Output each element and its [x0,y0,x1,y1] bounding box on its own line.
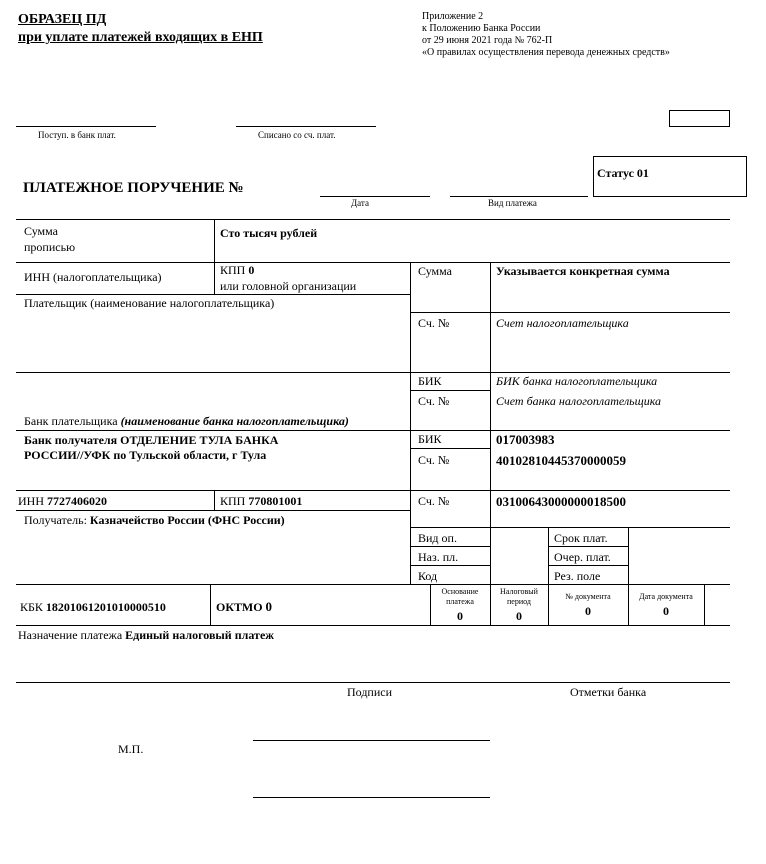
oktmo-value: 0 [265,599,273,614]
payee-kpp-value: 770801001 [248,494,303,508]
reserve-label: Рез. поле [554,569,601,583]
row-line-op-type-bottom [410,546,490,547]
payer-inn-label: ИНН (налогоплательщика) [24,270,162,284]
row-line-tax-fields-bottom [16,625,730,626]
appendix-line3: от 29 июня 2021 года № 762-П [422,35,553,46]
payee-inn-field[interactable] [18,494,107,509]
payee-name-label: Получатель: [24,513,87,527]
oktmo-label: ОКТМО [216,600,263,614]
col-line-payer-account-divider [490,312,491,372]
purpose-field[interactable] [18,628,274,643]
col-line-op-divider3 [628,527,629,584]
kbk-field[interactable] [20,600,166,615]
payer-kpp-note: или головной организации [220,279,357,293]
col-line-payee-inn-kpp [214,490,215,510]
payer-bank-name-value: (наименование банка налогоплательщика) [120,414,349,428]
row-line-term-bottom [548,546,628,547]
purpose-label: Назначение платежа [18,628,123,642]
order-title: ПЛАТЕЖНОЕ ПОРУЧЕНИЕ № [23,180,244,196]
payee-kpp-field[interactable] [220,494,302,509]
signature-line-2[interactable] [253,797,490,798]
payee-account-value[interactable]: 03100643000000018500 [496,494,626,509]
row-line-purpose-bottom [16,682,730,683]
row-line-amount-words-top [16,219,730,220]
row-line-purpose-code-bottom [410,565,490,566]
amount-words-label-2: прописью [24,240,76,254]
amount-words-label-1: Сумма [24,224,58,238]
payee-bank-bik-value[interactable]: 017003983 [496,432,555,447]
form-title-line1: ОБРАЗЕЦ ПД [18,12,107,27]
col-line-kbk-oktmo [210,584,211,625]
kbk-value: 18201061201010000510 [45,600,166,614]
period-value[interactable]: 0 [516,609,522,623]
payer-sum-label: Сумма [418,264,452,278]
row-line-operation-bottom [16,584,730,585]
payee-inn-value: 7727406020 [47,494,107,508]
amount-words-value[interactable]: Сто тысяч рублей [220,226,318,240]
payment-type-label: Вид платежа [488,198,537,208]
order-label: Очер. плат. [554,550,611,564]
received-date-line[interactable] [16,126,156,127]
payer-account-value[interactable]: Счет налогоплательщика [496,316,629,330]
bank-marks-label: Отметки банка [570,685,647,699]
payer-bank-bik-value[interactable]: БИК банка налогоплательщика [496,374,658,388]
doc-date-value[interactable]: 0 [663,604,669,618]
payer-kpp-value: 0 [248,263,255,277]
row-line-order-bottom [548,565,628,566]
oktmo-field[interactable] [216,599,272,615]
payer-account-label: Сч. № [418,316,450,330]
col-line-payer-bank-divider [490,372,491,430]
term-label: Срок плат. [554,531,608,545]
payee-bank-account-value[interactable]: 40102810445370000059 [496,453,626,468]
doc-no-value[interactable]: 0 [585,604,591,618]
code-label: Код [418,569,438,583]
payer-bank-field[interactable] [24,414,349,429]
col-line-payee-account-divider [490,490,491,527]
stamp-label: М.П. [118,742,144,756]
row-line-sum-bottom [410,312,730,313]
payee-inn-label: ИНН [18,494,44,508]
basis-label-2: платежа [446,597,474,606]
row-line-payee-bank-bottom [16,490,730,491]
payer-bank-label: Банк плательщика [24,414,118,428]
payer-sum-value[interactable]: Указывается конкретная сумма [496,264,670,278]
signature-line-1[interactable] [253,740,490,741]
payee-bank-account-label: Сч. № [418,453,450,467]
row-line-payer-bik-bottom [410,390,490,391]
doc-date-label: Дата документа [639,592,693,601]
signatures-label: Подписи [347,685,393,699]
doc-no-label: № документа [565,592,611,601]
received-label: Поступ. в банк плат. [38,130,116,140]
payer-kpp-field[interactable] [220,263,254,278]
col-line-main-divider [410,262,411,584]
col-line-payer-inn-kpp [214,262,215,294]
col-line-sum-divider [490,262,491,312]
col-line-op-divider1 [490,527,491,584]
appendix-line1: Приложение 2 [422,11,484,22]
form-title-line2: при уплате платежей входящих в ЕНП [18,30,263,45]
payee-kpp-label: КПП [220,494,246,508]
debited-label: Списано со сч. плат. [258,130,336,140]
date-line[interactable] [320,196,430,197]
payer-bank-account-label: Сч. № [418,394,450,408]
payer-name-label: Плательщик (наименование налогоплательщика) [24,296,275,310]
row-line-payee-account-bottom [410,527,730,528]
form-code-box[interactable] [669,110,730,127]
date-label: Дата [351,198,369,208]
period-label-2: период [507,597,531,606]
payment-type-line[interactable] [450,196,588,197]
payee-bank-bik-label: БИК [418,432,442,446]
debited-date-line[interactable] [236,126,376,127]
basis-label-1: Основание [441,587,479,596]
payee-bank-line2[interactable]: РОССИИ//УФК по Тульской области, г Тула [24,448,267,462]
purpose-value: Единый налоговый платеж [125,628,274,642]
payee-name-value: Казначейство России (ФНС России) [89,513,285,527]
col-line-amount-words [214,219,215,262]
col-line-payee-bank-divider [490,430,491,490]
payer-kpp-label: КПП [220,263,246,277]
op-type-label: Вид оп. [418,531,457,545]
payee-name-field[interactable] [24,513,285,528]
appendix-line2: к Положению Банка России [422,23,541,34]
row-line-amount-words-bottom [16,262,730,263]
appendix-line4: «О правилах осуществления перевода денежных средств» [422,47,670,58]
payee-account-label: Сч. № [418,494,450,508]
payer-bank-bik-label: БИК [418,374,442,388]
row-line-inn-bottom [16,294,410,295]
basis-value[interactable]: 0 [457,609,463,623]
period-label-1: Налоговый [500,587,538,596]
row-line-payer-bank-bottom [16,430,730,431]
row-line-payee-bik-bottom [410,448,490,449]
col-line-docdate-end [704,584,705,625]
row-line-payee-inn-bottom [16,510,410,511]
status-value: Статус 01 [597,166,649,180]
row-line-payer-bottom [16,372,730,373]
purpose-code-label: Наз. пл. [418,550,459,564]
payee-bank-line1[interactable]: Банк получателя ОТДЕЛЕНИЕ ТУЛА БАНКА [24,433,279,447]
col-line-op-divider2 [548,527,549,584]
payer-bank-account-value[interactable]: Счет банка налогоплательщика [496,394,662,408]
kbk-label: КБК [20,600,43,614]
